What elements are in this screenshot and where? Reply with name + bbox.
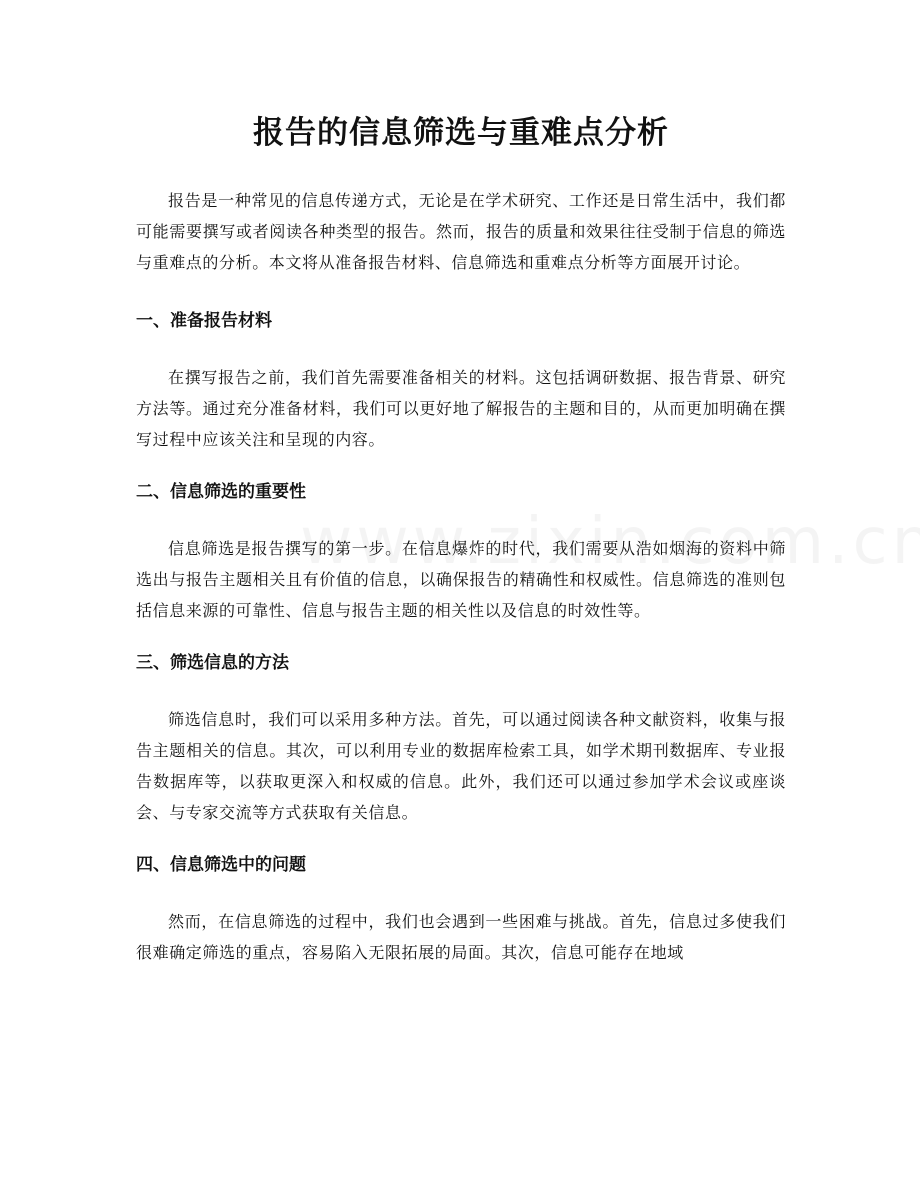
document-title: 报告的信息筛选与重难点分析	[253, 115, 669, 151]
document-page	[136, 0, 786, 968]
section-heading-3: 三、筛选信息的方法	[136, 653, 289, 673]
section-body-2: 信息筛选是报告撰写的第一步。在信息爆炸的时代，我们需要从浩如烟海的资料中筛选出与报告主题相关且有价值的信息，以确保报告的精确性和权威性。信息筛选的准则包括信息来源的可靠性、信息与报告主题的相关性以及信息的时效性等。	[136, 539, 786, 620]
section-heading-1: 一、准备报告材料	[136, 311, 272, 331]
section-body-1: 在撰写报告之前，我们首先需要准备相关的材料。这包括调研数据、报告背景、研究方法等。通过充分准备材料，我们可以更好地了解报告的主题和目的，从而更加明确在撰写过程中应该关注和呈现的内容。	[136, 368, 786, 449]
section-body-4: 然而，在信息筛选的过程中，我们也会遇到一些困难与挑战。首先，信息过多使我们很难确定筛选的重点，容易陷入无限拓展的局面。其次，信息可能存在地域	[136, 912, 786, 962]
section-heading-4: 四、信息筛选中的问题	[136, 855, 306, 875]
section-heading-2: 二、信息筛选的重要性	[136, 482, 306, 502]
section-body-3: 筛选信息时，我们可以采用多种方法。首先，可以通过阅读各种文献资料，收集与报告主题相关的信息。其次，可以利用专业的数据库检索工具，如学术期刊数据库、专业报告数据库等，以获取更深入和权威的信息。此外，我们还可以通过参加学术会议或座谈会、与专家交流等方式获取有关信息。	[136, 710, 786, 822]
intro-paragraph: 报告是一种常见的信息传递方式，无论是在学术研究、工作还是日常生活中，我们都可能需要撰写或者阅读各种类型的报告。然而，报告的质量和效果往往受制于信息的筛选与重难点的分析。本文将从准备报告材料、信息筛选和重难点分析等方面展开讨论。	[136, 191, 786, 272]
